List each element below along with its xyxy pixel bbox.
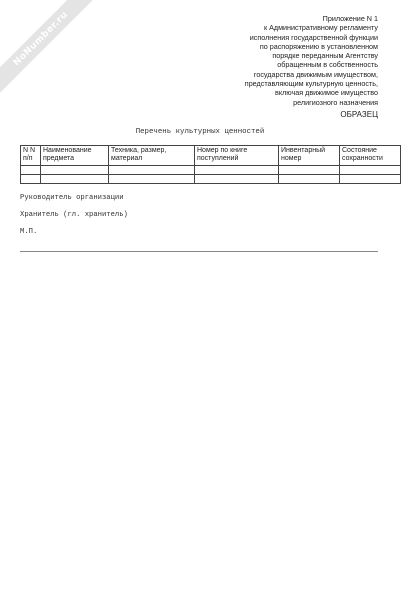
watermark-ribbon: NoNumber.ru	[0, 0, 107, 105]
header-cell-technique: Техника, размер, материал	[109, 146, 195, 166]
table-cell	[109, 175, 195, 184]
table-cell	[340, 175, 401, 184]
list-title: Перечень культурных ценностей	[135, 128, 265, 136]
appendix-line: включая движимое имущество	[275, 88, 378, 98]
table-cell	[109, 166, 195, 175]
table-cell	[21, 166, 41, 175]
appendix-line: государства движимым имуществом,	[253, 69, 378, 79]
signature-head: Руководитель организации	[20, 194, 124, 202]
appendix-line: к Административному регламенту	[263, 23, 378, 33]
table-row	[21, 175, 401, 184]
table-cell	[340, 166, 401, 175]
appendix-line: религиозного назначения	[293, 97, 378, 107]
appendix-line: представляющим культурную ценность,	[244, 79, 378, 89]
appendix-line: обращенным в собственность	[277, 60, 378, 70]
sample-label: ОБРАЗЕЦ	[340, 110, 378, 119]
header-cell-name: Наименование предмета	[41, 146, 109, 166]
appendix-line: Приложение N 1	[322, 14, 378, 23]
appendix-line: порядке переданным Агентству	[272, 51, 378, 61]
header-cell-number: N N п/п	[21, 146, 41, 166]
table-cell	[279, 175, 340, 184]
header-cell-condition: Состояние сохранности	[340, 146, 401, 166]
appendix-header	[178, 14, 378, 107]
bottom-divider	[20, 251, 378, 252]
cultural-values-table	[20, 145, 401, 184]
table-cell	[195, 166, 279, 175]
table-cell	[21, 175, 41, 184]
appendix-line: исполнения государственной функции	[249, 32, 378, 42]
table-cell	[195, 175, 279, 184]
table-cell	[279, 166, 340, 175]
table-cell	[41, 175, 109, 184]
table-row	[21, 166, 401, 175]
table-header-row	[21, 146, 401, 166]
table-cell	[41, 166, 109, 175]
watermark-corner	[0, 0, 120, 120]
appendix-line: по распоряжению в установленном	[259, 41, 378, 51]
stamp-place: М.П.	[20, 228, 38, 236]
header-cell-book-number: Номер по книге поступлений	[195, 146, 279, 166]
signature-keeper: Хранитель (гл. хранитель)	[20, 211, 128, 219]
header-cell-inventory: Инвентарный номер	[279, 146, 340, 166]
